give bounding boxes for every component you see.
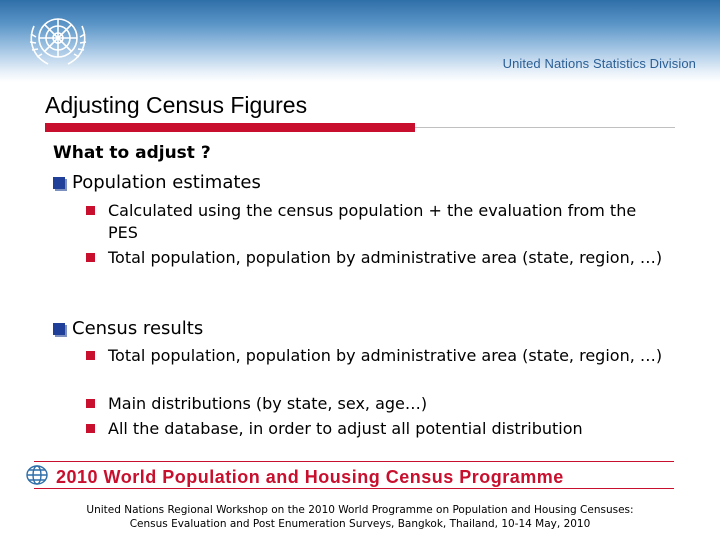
title-rule-gray bbox=[415, 127, 675, 128]
square-bullet-icon bbox=[86, 206, 95, 215]
section-census-results bbox=[53, 318, 203, 339]
section-label: Population estimates bbox=[72, 172, 261, 193]
footer-line-1: United Nations Regional Workshop on the 2010 World Programme on Population and Housing Censuses: bbox=[86, 504, 634, 516]
footer bbox=[0, 503, 720, 531]
footer-line-2: Census Evaluation and Post Enumeration Surveys, Bangkok, Thailand, 10-14 May, 2010 bbox=[129, 518, 591, 530]
question-heading: What to adjust ? bbox=[53, 143, 211, 163]
square-bullet-icon bbox=[86, 253, 95, 262]
list-item bbox=[86, 200, 686, 244]
banner-text: 2010 World Population and Housing Census Programme bbox=[56, 467, 564, 487]
division-name: United Nations Statistics Division bbox=[502, 56, 696, 71]
section-population-estimates bbox=[53, 172, 261, 193]
checkbox-bullet-icon bbox=[53, 177, 65, 189]
list-item-text: All the database, in order to adjust all potential distribution bbox=[108, 419, 583, 438]
title-rule-red bbox=[45, 123, 415, 132]
list-item bbox=[86, 393, 686, 415]
un-emblem-logo bbox=[20, 8, 96, 72]
banner-rule-top bbox=[34, 461, 674, 462]
title-rule bbox=[45, 123, 675, 132]
square-bullet-icon bbox=[86, 399, 95, 408]
globe-icon bbox=[24, 464, 50, 486]
section-label: Census results bbox=[72, 318, 204, 339]
list-item-text: Total population, population by administrative area (state, region, …) bbox=[108, 248, 663, 267]
list-item-text: Main distributions (by state, sex, age…) bbox=[108, 394, 428, 413]
square-bullet-icon bbox=[86, 424, 95, 433]
banner-rule-bottom bbox=[34, 488, 674, 489]
checkbox-bullet-icon bbox=[53, 323, 65, 335]
list-item bbox=[86, 418, 686, 440]
census-programme-banner bbox=[24, 458, 696, 496]
list-item bbox=[86, 345, 686, 367]
list-item-text: Total population, population by administrative area (state, region, …) bbox=[108, 346, 663, 365]
square-bullet-icon bbox=[86, 351, 95, 360]
list-item-text: Calculated using the census population + the evaluation from the PES bbox=[108, 201, 637, 242]
slide-title: Adjusting Census Figures bbox=[45, 92, 308, 118]
list-item bbox=[86, 247, 686, 269]
